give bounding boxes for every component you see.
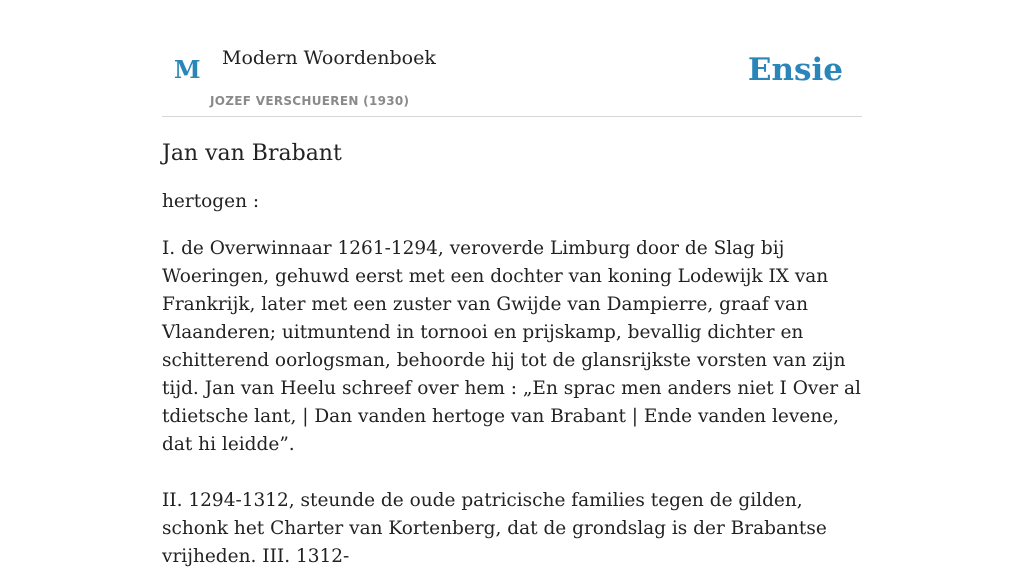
entry-paragraph: I. de Overwinnaar 1261-1294, veroverde Limburg door de Slag bij Woeringen, gehuwd eerst met een dochter van koning Lodewijk IX van Frankrijk, later met een zuster van Gwijde van Dampierre, graaf van Vlaanderen; uitmuntend in tornooi en prijskamp, bevallig dichter en schitterend oorlogsman, behoorde hij tot de glansrijkste vorsten van zijn tijd. Jan van Heelu schreef over hem : „En sprac men anders niet I Over al tdietsche lant, | Dan vanden hertoge van Brabant | Ende vanden levene, dat hi leidde”. <box>162 238 861 455</box>
entry-paragraph: II. 1294-1312, steunde de oude patricische families tegen de gilden, schonk het Charter van Kortenberg, dat de grondslag is der Brabantse vrijheden. III. 1312- <box>162 490 827 567</box>
entry-title: Jan van Brabant <box>162 141 342 166</box>
entry-lead: hertogen : <box>162 191 260 212</box>
book-author: JOZEF VERSCHUEREN (1930) <box>210 94 410 108</box>
entry-content <box>162 138 862 571</box>
brand-logo[interactable]: Ensie <box>747 52 843 88</box>
site-header <box>162 0 862 117</box>
book-logo[interactable]: M <box>174 55 201 84</box>
book-title[interactable]: Modern Woordenboek <box>222 47 436 69</box>
